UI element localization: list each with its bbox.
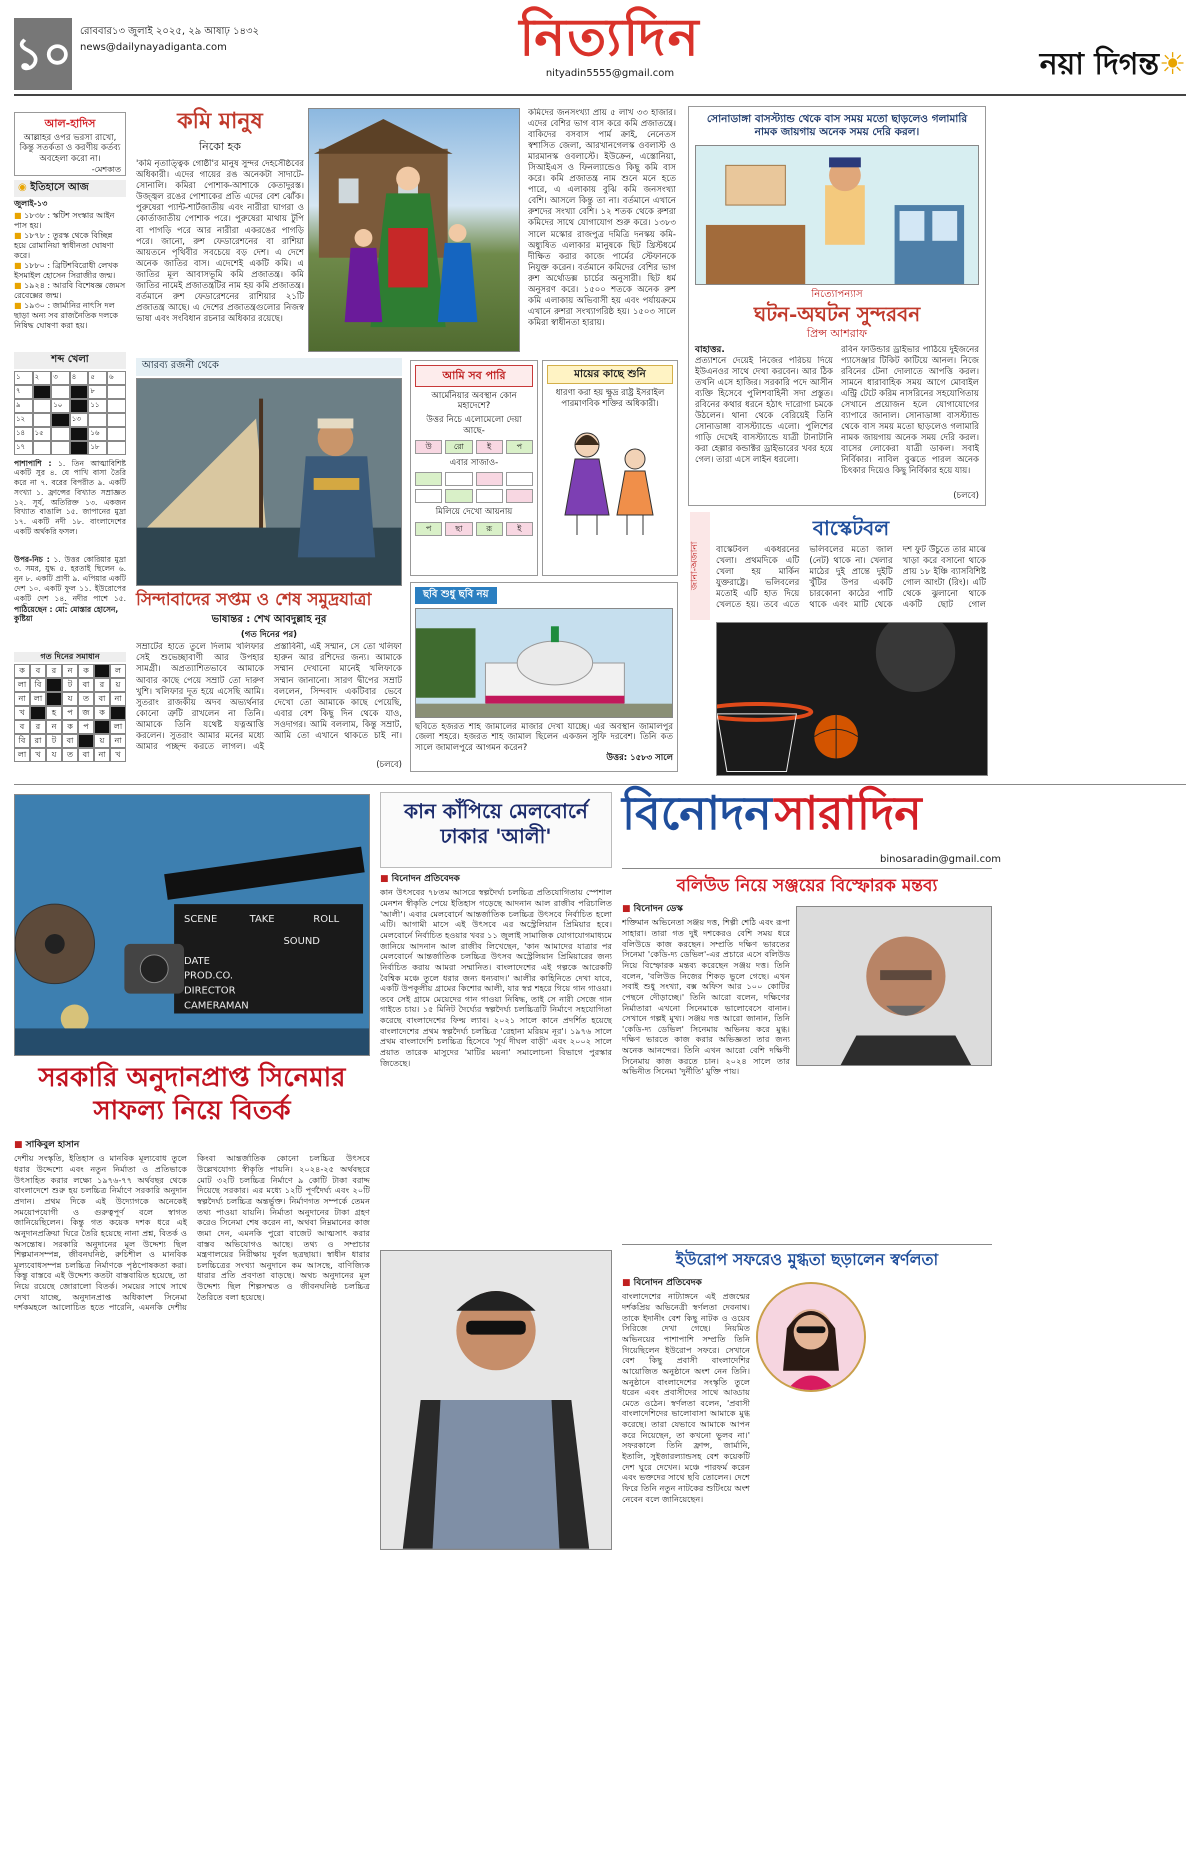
solution-cell: [94, 664, 110, 678]
kami-article: [136, 108, 304, 352]
mayer-kache-title: মায়ের কাছে শুনি: [547, 365, 673, 384]
melbourne-title-1: কান কাঁপিয়ে মেলবোর্নে: [404, 799, 588, 823]
clapper-label: PROD.CO.: [184, 970, 234, 982]
swarna-photo: [756, 1282, 866, 1392]
solution-cell: বা: [62, 734, 78, 748]
crossword-setter: পাঠিয়েছেন : মো: মোস্তার হোসেন, কুষ্টিয়া: [14, 604, 119, 623]
quiz-hint: উত্তর নিচে এলোমেলো দেয়া আছে-: [426, 415, 522, 436]
kami-photo-svg: [309, 108, 519, 352]
mid-rule: [14, 784, 1186, 785]
history-box: [14, 180, 126, 340]
cell[interactable]: [88, 413, 107, 427]
list-item: ■ ১৯৩০ : জার্মানির নাৎসি দল ছাড়া অন্য সব রাজনৈতিক দলকে নিষিদ্ধ ঘোষণা করা হয়।: [14, 300, 119, 330]
cinema-title-2: সাফল্য নিয়ে বিতর্ক: [93, 1095, 291, 1126]
solution-cell: খ: [30, 748, 46, 762]
kami-body-1: 'কমি নৃতাত্ত্বিক গোষ্ঠী'র মানুষ সুন্দর দেহসৌষ্ঠবের অধিকারী। এদের গায়ের রঙ অনেকটা সাদাটে-সোনালি। কমিরা পোশাক-আশাকে কেতাদুরস্ত। উজ্জ্বল রঙের পোশাকের প্রতি এদের বেশ ঝোঁক। পুরুষেরা প্যান্ট-শার্টজাতীয় এবং নারীরা ঘাগরা ও কোর্তাজাতীয় পোশাক পরে। পুরুষেরা মাথায় টুপি বা পাগড়ি পরে আর নারীরা একরঙের পাগড়ি পরে। জানো, রুশ ফেডারেশনের বা রাশিয়া আয়তনে পৃথিবীর সবচেয়ে বড় দেশ। এ দেশে অনেক জাতির বাস। এদেশেই একটি কমি। এ জাতির মূল আবাসভূমি কমি প্রজাতন্ত্র। কমি জাতির নামেই প্রজাতন্ত্রটির নাম হয় কমি প্রজাতন্ত্র। বর্তমানে রুশ ফেডারেশনের রাশিয়ার ২১টি প্রজাতন্ত্র আছে। এ দেশের প্রজাতন্ত্রগুলোর নিজস্ব ভাষা এবং সংবিধান রচনার অধিকার রয়েছে।: [136, 159, 304, 324]
quiz-arrange: এবার সাজাও-: [449, 458, 499, 469]
cell[interactable]: ১৫: [33, 427, 52, 441]
basketball-svg: [717, 622, 987, 776]
letter-tile: প: [506, 440, 533, 454]
solution-cell: খ: [110, 748, 126, 762]
hadith-text: আল্লাহর ওপর ভরসা রাখো, কিন্তু সতর্কতা ও করণীয় কর্তব্য অবহেলা করো না।: [19, 132, 121, 164]
clapperboard-svg: [15, 794, 369, 1056]
swarna-article: [622, 1278, 750, 1567]
cell[interactable]: ৭: [14, 385, 33, 399]
header-rule: [14, 94, 1186, 96]
clapper-label: TAKE: [249, 914, 275, 926]
sanjay-text-cont: [796, 1074, 992, 1240]
cell[interactable]: ১৮: [88, 441, 107, 455]
solution-cell: প: [62, 706, 78, 720]
solution-cell: ব: [14, 720, 30, 734]
ali-actor-photo: [380, 1250, 612, 1550]
cell[interactable]: ৩: [51, 371, 70, 385]
novel-illustration: [695, 145, 979, 285]
novel-title: ঘটন-অঘটন সুন্দরবন: [753, 301, 921, 326]
history-date: জুলাই-১৩: [14, 198, 48, 208]
solution-cell: [46, 692, 62, 706]
answer-slot[interactable]: [476, 472, 503, 486]
clues-down: ১. উত্তর কোরিয়ার মুদ্রা ৩. সমর, যুদ্ধ ৫. হরতাই ছিলেন ৬. নুন ৮. একটি প্রাণী ৯. এপিয়ার একটি দেশ ১০. একটি ফুল ১১. ইউরোপের একটি দেশ ১৪. নদীর পাশে ১৫.: [14, 554, 126, 603]
clues-across: ১. তিন আত্মাবিশিষ্ট একটি সুর ৪. যে পাখি বাসা তৈরি করে না ৭. বরের বিপরীত ৯. একটি সংখ্যা ১. ফ্রান্সের বিখ্যাত সম্রাজ্ঞত ১২. সূর্য, অতিরিক্ত ১৩. একজন বিখ্যাত বাঙালি ১৫. জাপানের মুদ্রা ১৭. একটি নদী ১৮. বাংলাদেশের একটি অর্থকরি ফসল।: [14, 458, 126, 536]
solution-cell: বা: [78, 748, 94, 762]
solution-cell: য: [46, 748, 62, 762]
answer-row-2[interactable]: [415, 489, 533, 503]
cell[interactable]: ২: [33, 371, 52, 385]
mazar-photo: [415, 608, 673, 718]
clapperboard-photo: [14, 794, 370, 1056]
mazar-svg: [416, 608, 672, 718]
list-item: ■ ১৯২৪ : আরবি বিশেষজ্ঞ জেমস রেবেক্সের জন্ম।: [14, 280, 126, 300]
solution-title: গত দিনের সমাধান: [14, 652, 126, 662]
sindbad-illustration: [136, 378, 402, 586]
basketball-side-label: জানা-অজানা: [690, 512, 710, 620]
page-number: ১০: [14, 18, 72, 90]
sanjay-title: বলিউড নিয়ে সঞ্জয়ের বিস্ফোরক মন্তব্য: [676, 876, 938, 896]
cell[interactable]: [107, 427, 126, 441]
solution-cell: না: [110, 734, 126, 748]
cinema-article: [14, 1140, 370, 1563]
crossword-title: শব্দ খেলা: [14, 352, 126, 369]
solution-cell: ত: [78, 692, 94, 706]
solution-cell: [110, 706, 126, 720]
history-list: [14, 211, 126, 331]
cell[interactable]: ৬: [107, 371, 126, 385]
novel-caption: সোনাডাঙ্গা বাসস্ট্যান্ড থেকে বাস সময় মতো ছাড়লেও গলামারি নামক জায়গায় অনেক সময় দেরি করল।: [706, 113, 968, 139]
cell[interactable]: [107, 399, 126, 413]
melbourne-byline: ■ বিনোদন প্রতিবেদক: [380, 874, 460, 884]
clapper-label: SCENE: [184, 914, 218, 926]
cell[interactable]: [107, 385, 126, 399]
hadith-source: -মেশকাত: [91, 164, 121, 174]
novel-episode: বাহাত্তর.: [695, 344, 725, 355]
swarna-svg: [758, 1282, 864, 1392]
sindbad-prev: (গত দিনের পর): [240, 629, 298, 640]
answer-slot[interactable]: [445, 472, 472, 486]
history-icon: ◉: [18, 182, 27, 193]
melbourne-article: [380, 874, 612, 1255]
website[interactable]: news@dailynayadiganta.com: [80, 42, 227, 53]
solution-cell: ট: [46, 734, 62, 748]
letter-tile: ই: [506, 522, 533, 536]
solution-cell: ব: [30, 664, 46, 678]
chobi-answer: উত্তর: ১৫৮৩ সালে: [606, 753, 673, 764]
sindbad-title: সিন্দাবাদের সপ্তম ও শেষ সমুদ্রযাত্রা: [136, 590, 372, 610]
swarna-byline: ■ বিনোদন প্রতিবেদক: [622, 1278, 702, 1288]
novel-label: নিত্যোপন্যাস: [811, 289, 863, 301]
letter-tile: রূ: [476, 522, 503, 536]
history-header: [14, 180, 126, 197]
solution-cell: প: [78, 720, 94, 734]
binodon-title-1: বিনোদন: [622, 786, 772, 840]
answer-slot[interactable]: [445, 489, 472, 503]
novel-author: প্রিন্স আশরাফ: [806, 326, 868, 340]
chobi-box: [410, 582, 678, 772]
masthead-title: নিত্যদিন: [519, 7, 701, 68]
kami-title: কমি মানুষ: [177, 108, 263, 134]
masthead-email[interactable]: nityadin5555@gmail.com: [545, 68, 675, 79]
sanjay-photo: [796, 906, 992, 1066]
basketball-article: [716, 516, 986, 621]
cell[interactable]: [33, 441, 52, 455]
history-title: ইতিহাসে আজ: [30, 182, 89, 193]
solution-cell: [94, 720, 110, 734]
cell: [70, 427, 89, 441]
crossword-section: [14, 352, 126, 623]
cell[interactable]: [51, 385, 70, 399]
solution-cell: [30, 706, 46, 720]
crossword-down-clues: [14, 555, 126, 605]
clapper-label: DIRECTOR: [184, 985, 236, 997]
solution-section: [14, 652, 126, 762]
solution-cell: ল: [110, 664, 126, 678]
cell[interactable]: ১১: [88, 399, 107, 413]
cell[interactable]: ৯: [14, 399, 33, 413]
clapper-label: DATE: [184, 955, 210, 967]
cell[interactable]: ১৩: [70, 413, 89, 427]
solution-cell: না: [110, 692, 126, 706]
novel-text-2: রবিন ফাউন্ডার ড্রাইভার পাঠিয়ে দুইজনের প্যাসেঞ্জার টিকিট কাটিয়ে আনল। নিজে রবিনের টেনা দোলাতে আপত্তি করল। সামনে ধারাবাহিক সময় আগে মোবাইল এন্ট্রি টেটে করিম নাসরিনের সহযোগিতায় সেখানে প্রয়োজন হলে যোগাযোগের ব্যাপারে জানাল। সোনাডাঙ্গা বাসস্ট্যান্ড থেকে বাস সময় মতো ছাড়লেও গলামারি নামক জায়গায় অনেক সময় দেরি করল। বাসের লোকেরা যাত্রী ডাকল। সবাই নির্বিকার। নাবিল বুঝতে পারল অনেক চিৎকার দিয়েও কিছু নির্বিকার হয়ে যায়।: [841, 344, 979, 477]
cell[interactable]: [51, 427, 70, 441]
binodon-rule: [622, 868, 992, 869]
clapper-label: ROLL: [313, 914, 340, 926]
crossword-grid[interactable]: [14, 371, 126, 455]
cell[interactable]: [51, 441, 70, 455]
solution-cell: য়: [110, 678, 126, 692]
hadith-box: [14, 112, 126, 176]
brand-sun-icon: ☀: [1159, 47, 1186, 82]
clapper-label: CAMERAMAN: [184, 1000, 249, 1012]
mayer-kache-text: ধারণা করা হয় ক্ষুদ্র রাষ্ট্র ইসরাইল পারমাণবিক শক্তির অধিকারী।: [555, 388, 665, 409]
cell[interactable]: ১৭: [14, 441, 33, 455]
solution-cell: না: [94, 748, 110, 762]
answer-slot[interactable]: [415, 489, 442, 503]
answer-slot[interactable]: [476, 489, 503, 503]
solution-cell: [78, 734, 94, 748]
solution-cell: য়: [94, 734, 110, 748]
solution-cell: য: [62, 692, 78, 706]
kami-author: নিকো হক: [199, 139, 241, 153]
cell[interactable]: [33, 413, 52, 427]
ami-sob-pari-box: [410, 360, 538, 576]
cinema-author: ■ সাকিবুল হাসান: [14, 1140, 80, 1150]
melbourne-text: কান উৎসবের ৭৮তম আসরে স্বল্পদৈর্ঘ্য চলচ্চিত্র প্রতিযোগিতায় স্পেশাল মেনশন স্বীকৃতি পেয়ে ইতিহাস গড়েছে আদনান আল রাজীব পরিচালিত 'আলী'। এবার মেলবোর্নে আন্তর্জাতিক চলচ্চিত্র উৎসবে নির্বাচিত হলো এটি। আগামী মাসে এই উৎসবে এর অস্ট্রেলিয়ান প্রিমিয়ার হবে। মেলবোর্নে নির্বাচিত হওয়ার খবর ১১ জুলাই সামাজিক যোগাযোগমাধ্যমে জানিয়ে আদনান আল রাজীব লিখেছেন, 'কান আমাদের যাত্রার পর মেলবোর্নে আন্তর্জাতিক চলচ্চিত্র উৎসব অস্ট্রেলিয়ান প্রিমিয়ারের জন্য নির্বাচিত করায় আমরা সম্মানিত। বাংলাদেশের এই গল্পকে আরেকটি বৈশ্বিক মঞ্চে তুলে ধরার জন্য ধন্যবাদ।' আলীর কাহিনিতে দেখা যাবে, একটি উপকূলীয় গ্রামের কিশোর আলী, যার স্বপ্ন শহরে গিয়ে গান গাওয়া। তবে সেই গ্রামে মেয়েদের গান গাওয়া নিষিদ্ধ, তাই সে নারী সেজে গান গাইতে চায়। ১৫ মিনিট দৈর্ঘ্যের স্বল্পদৈর্ঘ্য চলচ্চিত্রটি নির্মাণে সহযোগিতা করেছে বাংলাদেশের ফিল্ম ল্যাব। ২০২১ সালে কানে প্রদর্শিত হয়েছে বাংলাদেশের প্রথম স্বল্পদৈর্ঘ্য চলচ্চিত্র 'রেহানা মরিয়ম নূর'। ১৯৭৬ সালে প্রথম বাংলাদেশি চলচ্চিত্র হিসেবে 'সূর্য দীঘল বাড়ী' এবং ২০০২ সালে প্রয়াত তারেক মাসুদের 'মাটির ময়না' সমালোচনা বিভাগে পুরস্কার জিতেছে।: [380, 887, 612, 1068]
girls-illustration-icon: [547, 415, 673, 545]
solution-cell: লা: [14, 748, 30, 762]
cell[interactable]: ১৬: [88, 427, 107, 441]
cell[interactable]: ১০: [51, 399, 70, 413]
letter-tile: রো: [445, 440, 472, 454]
solution-cell: ত: [62, 748, 78, 762]
sindbad-label: আরব্য রজনী থেকে: [136, 358, 402, 376]
solution-cell: লা: [14, 678, 30, 692]
kami-photo: [308, 108, 520, 352]
cell: [33, 385, 52, 399]
swarna-title: ইউরোপ সফরেও মুগ্ধতা ছড়ালেন স্বর্ণলতা: [675, 1250, 939, 1269]
cinema-headline: [14, 1062, 370, 1127]
cell[interactable]: [107, 413, 126, 427]
novel-text-1: প্রত্যাশনে দেয়েই নিজের পরিচয় দিয়ে ইউএনওর সাথে দেখা করবেন। আর ঠিক তখনি এসে হাজির। সরকারি পদে আসীন ব্যক্তি হিসেবে পুলিশবাহিনী সদা প্রস্তুত। রবিনের কথার ধরনে হঠাৎ দারোগা চমকে উঠলেন। থানা থেকে বেরিয়েই তিনি সোনাডাঙ্গা বাসস্ট্যান্ডে এলো। পুলিশের গাড়ি দেখেই বাসস্ট্যান্ডে যাত্রী টানাটানি করা হেল্পার কন্ডাক্টর ড্রাইভারের খবর হয়ে গেল। তারা এসে লাইন ধরলো।: [695, 355, 833, 466]
crossword-clues: [14, 459, 126, 555]
sanjay-text: শক্তিমান অভিনেতা সঞ্জয় দত্ত, শিল্পী শেঠি এবং রূপা সাহারা। তারা গত দুই দশকেরও বেশি সময় ধরে বলিউডে কাজ করছেন। সম্প্রতি দক্ষিণ ভারতের সিনেমা 'কেডি-দ্য ডেভিল'-এর প্রচারে এসে বলিউড নিয়ে বিস্ফোরক মন্তব্য করেছেন সঞ্জয় দত্ত। তিনি বলেন, 'বলিউড নিজের শিকড় ভুলে গেছে। এখন সবাই শুধু সংখ্যা, বক্স অফিস আর ১০০ কোটির পেছনে দৌড়াচ্ছে।' তিনি আরো বলেন, দক্ষিণের নির্মাতারা এখনো সিনেমাকে ভালোবেসে বানান। সেখানে গল্পই মুখ্য। সঞ্জয় দত্ত আরো জানান, তিনি 'কেডি-দ্য ডেভিল' সিনেমায় অভিনয় করে মুগ্ধ। দক্ষিণ ভারতে কাজ করার অভিজ্ঞতা তার জন্য অনেক আনন্দের। তিনি এখন আরো বেশি দক্ষিণী সিনেমায় কাজ করতে চান। ২০২৪ সালে তার অভিনীত সিনেমা 'দুর্নীতি' মুক্তি পায়।: [622, 917, 790, 1077]
solution-cell: না: [14, 692, 30, 706]
quiz-question: আর্মেনিয়ার অবস্থান কোন মহাদেশে?: [431, 390, 517, 412]
sindbad-text: সম্রাটের হাতে তুলে দিলাম খলিফার সেই শুভেচ্ছাবাণী আর উপহার সামগ্রী। অপ্রত্যাশিতভাবে আমাকে আবার কাছে পেয়ে সম্রাট তো দারুণ খুশি। খলিফার দূত হয়ে এসেছি আমি। সুতরাং রাজকীয় অদব অভ্যর্থনার কোনো ত্রুটি রাখলেন না তিনি। আমাকে তিনি যথেষ্ট যত্নআত্তি করলেন। সুতরাং আমার মনের মধ্যে আমার পচ্ছন্দ করতে লাগল। এই প্রস্তাবিনী, এই সম্মান, সে তো খলিফা হারুন আর রশিদের জন্য। আমাকে সম্মান দেখানো মানেই খলিফাকে সম্মান জানানো। সারণ দ্বীপের সম্রাট বললেন, সিন্দবাদ একটিবার ভেবে দেখো তো আমাকে কাছে পেয়েছি, এবার বেশ কিছু দিন থেকে যাও, সওদাগর। আমি বললাম, কিন্তু সম্রাট, আমি তো এখানে থাকতে চাই না।: [136, 642, 402, 752]
scrambled-row: [415, 440, 533, 454]
list-item: ■ ১৮৭৮ : তুরস্ক থেকে বিচ্ছিন্ন হয়ে রোমানিয়া স্বাধীনতা ঘোষণা করে।: [14, 230, 114, 260]
cell: [51, 413, 70, 427]
sanjay-byline: ■ বিনোদন ডেস্ক: [622, 904, 683, 914]
solution-cell: বি: [14, 734, 30, 748]
solution-cell: ট: [62, 678, 78, 692]
basketball-text: বাস্কেটবল একধরনের খেলা। প্রথমদিকে এটি খেলা হয় মার্কিন যুক্তরাষ্ট্রে। ভলিবলের মতোই এটি হাত দিয়ে খেলতে হয়। তবে এতে ভলিবলের মতো জাল (নেট) থাকে না। খেলার মাঠের দুই প্রান্তে দুইটি খুঁটির উপর একটি চারকোনা কাঠের পাটি থাকে এবং মাটি থেকে দশ ফুট উঁচুতে তার মাঝে খাড়া করে বসানো থাকে প্রায় ১৮ ইঞ্চি ব্যাসবিশিষ্ট গোল আংটা (রিং)। এটি থেকে ঝুলানো থাকে একটি ছোট গোল: [716, 545, 986, 611]
solution-cell: হ: [46, 706, 62, 720]
novel-continue: (চলবে): [953, 490, 979, 501]
list-item: ■ ১৮৮০ : ব্রিটিশবিরোধী লেখক ইসমাইল হোসেন সিরাজীর জন্ম।: [14, 260, 119, 280]
letter-tile: উ: [415, 440, 442, 454]
letter-tile: ই: [476, 440, 503, 454]
ami-sob-pari-title: আমি সব পারি: [415, 365, 533, 387]
cell[interactable]: [33, 399, 52, 413]
cell[interactable]: ১৪: [14, 427, 33, 441]
binodon-masthead: [622, 786, 992, 862]
answer-slot[interactable]: [415, 472, 442, 486]
solution-cell: ক: [14, 664, 30, 678]
kami-body-2: কমিদের জনসংখ্যা প্রায় ৫ লাখ ৩৩ হাজার। এদের বেশির ভাগ বাস করে কমি প্রজাতন্ত্রে। বাকিদের বসবাস পার্ম ক্রাই, নেনেতস স্বশাসিত জেলা, আরখানগেলস্ক ওবলাস্ট ও মারমানস্ক ওবলাস্টে। ইউক্রেন, এস্তোনিয়া, সিআইএস ও ফিনল্যান্ডেও কিছু কমি বাস করে। কমি প্রজাতন্ত্র নাম শুনে মনে হতে পারে, এ এলাকায় বুঝি কমি জনসংখ্যা বেশি। আসলে কিন্তু তা না। বর্তমানে এখানে রুশদের সংখ্যা বেশি। ১২ শতক থেকে রুশরা কমিদের সাথে যোগাযোগ শুরু করে। ১৩৮৩ সালে মস্কোর রাজপুত্র দমিত্রি দনস্কয় কমি-অধ্যুষিত এলাকার মানুষকে ছিট খ্রিস্টধর্মে দীক্ষিত করার কাজে পার্মের স্টেফানকে নিযুক্ত করেন। বর্তমানে কমিদের বেশির ভাগ রুশ অর্থোডক্স চার্চের অনুসারী। ছিট ধর্ম অনুসরণ করে। ১৫০০ শতকে অনেক রুশ কমি এলাকায় অভিবাসী হয় এবং পর্যায়ক্রমে এখানে রুশরা সংখ্যাগরিষ্ঠ হয়। ১৫০৩ সালে কমিরা স্বাধীনতা হারায়।: [528, 108, 676, 328]
masthead: [495, 7, 725, 81]
solution-cell: ক: [62, 720, 78, 734]
melbourne-headline: [380, 792, 612, 868]
answer-row-1[interactable]: [415, 472, 533, 486]
solution-cell: ন: [62, 664, 78, 678]
basketball-photo: [716, 622, 988, 776]
list-item: ■ ১৮৩৮ : স্কটিশ সংস্কার আইন পাস হয়।: [14, 210, 115, 230]
solution-cell: ক: [78, 664, 94, 678]
brand-name: নয়া দিগন্ত: [1039, 47, 1160, 82]
basketball-title: বাস্কেটবল: [812, 516, 890, 540]
issue-date: রোববার১৩ জুলাই ২০২৫, ২৯ আষাঢ় ১৪৩২: [80, 26, 260, 37]
solution-cell: র: [94, 678, 110, 692]
cell[interactable]: ৪: [70, 371, 89, 385]
sindbad-article: [136, 590, 402, 771]
solution-cell: ক: [94, 706, 110, 720]
clues-down-title: উপর-নিচ :: [14, 554, 50, 564]
novel-box: [688, 106, 986, 506]
cell: [70, 399, 89, 413]
binodon-title-2: সারাদিন: [774, 786, 922, 840]
solution-cell: রা: [30, 734, 46, 748]
brand-logo: [1040, 46, 1186, 84]
solution-cell: লা: [110, 720, 126, 734]
solution-cell: র: [46, 664, 62, 678]
quiz-mirror: মিলিয়ে দেখো আয়নায়: [435, 506, 513, 517]
clapper-label: SOUND: [283, 935, 320, 947]
solution-grid: [14, 664, 126, 762]
binodon-email[interactable]: binosaradin@gmail.com: [880, 854, 1001, 865]
hadith-title: আল-হাদিস: [44, 117, 96, 130]
solution-cell: ন: [46, 720, 62, 734]
swarna-rule: [622, 1244, 992, 1245]
sindbad-translator: ভাষান্তর : শেখ আবদুল্লাহ নূর: [211, 614, 327, 626]
letter-tile: ছা: [445, 522, 472, 536]
clues-across-title: পাশাপাশি :: [14, 458, 52, 468]
sanjay-article: [622, 904, 790, 1247]
police-illustration-svg: [696, 145, 978, 285]
sanjay-svg: [797, 906, 991, 1066]
solution-cell: বি: [30, 678, 46, 692]
cell[interactable]: ৮: [88, 385, 107, 399]
cell: [70, 385, 89, 399]
swarna-text: বাংলাদেশের নাট্যাঙ্গনে এই প্রজন্মের দর্শকপ্রিয় অভিনেত্রী স্বর্ণলতা দেবনাথ। তাকে ইদানীং বেশ কিছু নাটক ও ওয়েব সিরিজে দেখা গেছে। নিয়মিত অভিনয়ের পাশাপাশি সম্প্রতি তিনি গিয়েছিলেন ইউরোপ সফরে। সেখানে বেশ কিছু প্রবাসী বাংলাদেশির আয়োজিত অনুষ্ঠানে অংশ নেন তিনি। অনুষ্ঠানে বাংলাদেশের সংস্কৃতি তুলে ধরেন এবং প্রবাসীদের সাথে আড্ডায় মেতে ওঠেন। স্বর্ণলতা বলেন, 'প্রবাসী বাংলাদেশিদের ভালোবাসা আমাকে মুগ্ধ করেছে। তারা যেভাবে আমাকে আপন করে নিয়েছেন, তা কখনো ভুলব না।' সফরকালে তিনি ফ্রান্স, জার্মানি, ইতালি, সুইজারল্যান্ডসহ বেশ কয়েকটি দেশ ঘুরে দেখেন। মঞ্চে পারফর্ম করেন এবং ভক্তদের সাথে ছবি তোলেন। দেশে ফিরে তিনি নতুন নাটকের শুটিংয়ে অংশ নেবেন বলে জানিয়েছেন।: [622, 1291, 750, 1504]
letter-tile: প: [415, 522, 442, 536]
answer-slot[interactable]: [506, 489, 533, 503]
swarna-text-cont: [872, 1282, 992, 1554]
cell: [70, 441, 89, 455]
melbourne-title-2: ঢাকার 'আলী': [440, 824, 552, 848]
cinema-text: দেশীয় সংস্কৃতি, ইতিহাস ও মানবিক মূল্যবোধ তুলে ধরার উদ্দেশ্যে এবং নতুন নির্মাতা ও প্রতিভাকে উৎসাহিত করার লক্ষ্যে ১৯৭৬-৭৭ অর্থবছর থেকে বাংলাদেশে শুরু হয় চলচ্চিত্র নির্মাণে সরকারি অনুদান প্রদান। প্রথম দিকে এই উদ্যোগকে অনেকেই সময়োপযোগী ও গুরুত্বপূর্ণ বলে স্বাগত জানিয়েছিলেন। কিন্তু গত কয়েক দশক ধরে এই অনুদানপ্রক্রিয়া ঘিরে তৈরি হয়েছে নানা প্রশ্ন, বিতর্ক ও অসন্তোষ। সরকারি অনুদানের মূল উদ্দেশ্য ছিল শিল্পমানসম্পন্ন, জীবনঘনিষ্ঠ, রুচিশীল ও মানবিক মূল্যবোধসম্পন্ন চলচ্চিত্র নির্মাণকে পৃষ্ঠপোষকতা করা। কিন্তু বাস্তবে এই উদ্দেশ্য কতটা বাস্তবায়িত হয়েছে, তা নিয়ে রয়েছে জোরালো বিতর্ক। সময়ের সাথে সাথে দেখা যাচ্ছে, অনুদানপ্রাপ্ত অধিকাংশ সিনেমা দর্শকমহলে আলোচিত হতে পারেনি, এমনকি দেশীয় কিংবা আন্তর্জাতিক কোনো চলচ্চিত্র উৎসবে উল্লেখযোগ্য স্বীকৃতি পায়নি। ২০২৪-২৫ অর্থবছরে মোট ৩২টি চলচ্চিত্র নির্মাণে ৯ কোটি টাকা বরাদ্দ দিয়েছে সরকার। এর মধ্যে ১২টি পূর্ণদৈর্ঘ্য এবং ২০টি স্বল্পদৈর্ঘ্য চলচ্চিত্র অন্তর্ভুক্ত। নির্মাণগত সম্পর্কে তেমন তথ্য পাওয়া যায়নি। নির্মাতা অনুদানের টাকা গ্রহণ করেও সিনেমা শেষ করেন না, অথবা নিম্নমানের কাজ জমা দেন, এমনকি পুরো বাজেট আত্মসাৎ করার বাস্তব অভিযোগও আছে। তথ্য ও সম্প্রচার মন্ত্রণালয়ের নিরীক্ষায় দুর্বল ছত্রছায়া। স্বাধীন ধারার চলচ্চিত্রের সংখ্যা অনুদানে কম আসছে, বাণিজ্যিক ধারার প্রতি প্রবণতা বাড়ছে। অথচ অনুদানের মূল উদ্দেশ্য ছিল শিল্পসম্মত ও জীবনঘনিষ্ঠ চলচ্চিত্র তৈরিতে বলা হয়েছে।: [14, 1153, 370, 1313]
solution-cell: বা: [94, 692, 110, 706]
answer-slot[interactable]: [506, 472, 533, 486]
solution-cell: লা: [30, 692, 46, 706]
mirror-row: [415, 522, 533, 536]
cell[interactable]: ৫: [88, 371, 107, 385]
solution-cell: খ: [14, 706, 30, 720]
chobi-title: ছবি শুধু ছবি নয়: [415, 587, 497, 604]
solution-cell: জ: [78, 706, 94, 720]
sindbad-svg: [137, 378, 401, 586]
solution-cell: [46, 678, 62, 692]
actor-svg: [381, 1250, 611, 1550]
cell[interactable]: [107, 441, 126, 455]
sindbad-continue: (চলবে): [376, 760, 402, 771]
cinema-title-1: সরকারি অনুদানপ্রাপ্ত সিনেমার: [38, 1063, 346, 1093]
mayer-kache-box: [542, 360, 678, 576]
cell[interactable]: ১২: [14, 413, 33, 427]
solution-cell: বা: [78, 678, 94, 692]
solution-cell: র: [30, 720, 46, 734]
cell[interactable]: ১: [14, 371, 33, 385]
chobi-caption: ছবিতে হজরত শাহ জামালের মাজার দেখা যাচ্ছে। এর অবস্থান জামালপুর জেলা শহরে। হজরত শাহ জামাল ছিলেন একজন সুফি দরবেশ। তিনি কত সালে জামালপুরে আগমন করেন?: [415, 721, 673, 753]
